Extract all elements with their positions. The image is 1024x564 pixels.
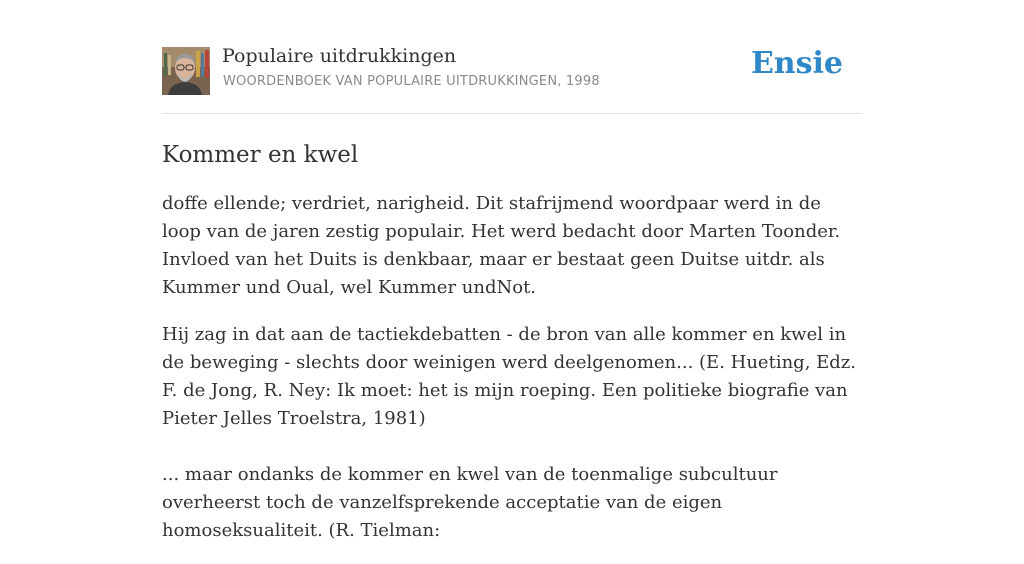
content-column xyxy=(162,0,862,564)
header xyxy=(162,0,862,114)
entry-title: Kommer en kwel xyxy=(162,142,359,168)
source-title: WOORDENBOEK VAN POPULAIRE UITDRUKKINGEN, 1998 xyxy=(223,74,600,89)
author-avatar[interactable] xyxy=(162,47,210,95)
ensie-logo[interactable]: Ensie xyxy=(750,46,843,81)
entry-body xyxy=(162,190,862,545)
examples-paragraph: Hij zag in dat aan de tactiekdebatten - de bron van alle kommer en kwel in de beweging - slechts door weinigen werd deelgenomen... (E. Hueting, Edz. F. de Jong, R. Ney: Ik moet: het is mijn roeping. Een politieke biografie van Pieter Jelles Troelstra, 1981) ... maar ondanks de kommer en kwel van de toenmalige subcultuur overheerst toch de vanzelfsprekende acceptatie van de eigen homoseksualiteit. (R. Tielman: xyxy=(162,324,857,541)
author-name[interactable]: Populaire uitdrukkingen xyxy=(222,45,457,67)
definition-paragraph: doffe ellende; verdriet, narigheid. Dit stafrijmend woordpaar werd in de loop van de jaren zestig populair. Het werd bedacht door Marten Toonder. Invloed van het Duits is denkbaar, maar er bestaat geen Duitse uitdr. als Kummer und Oual, wel Kummer undNot. xyxy=(162,193,841,298)
